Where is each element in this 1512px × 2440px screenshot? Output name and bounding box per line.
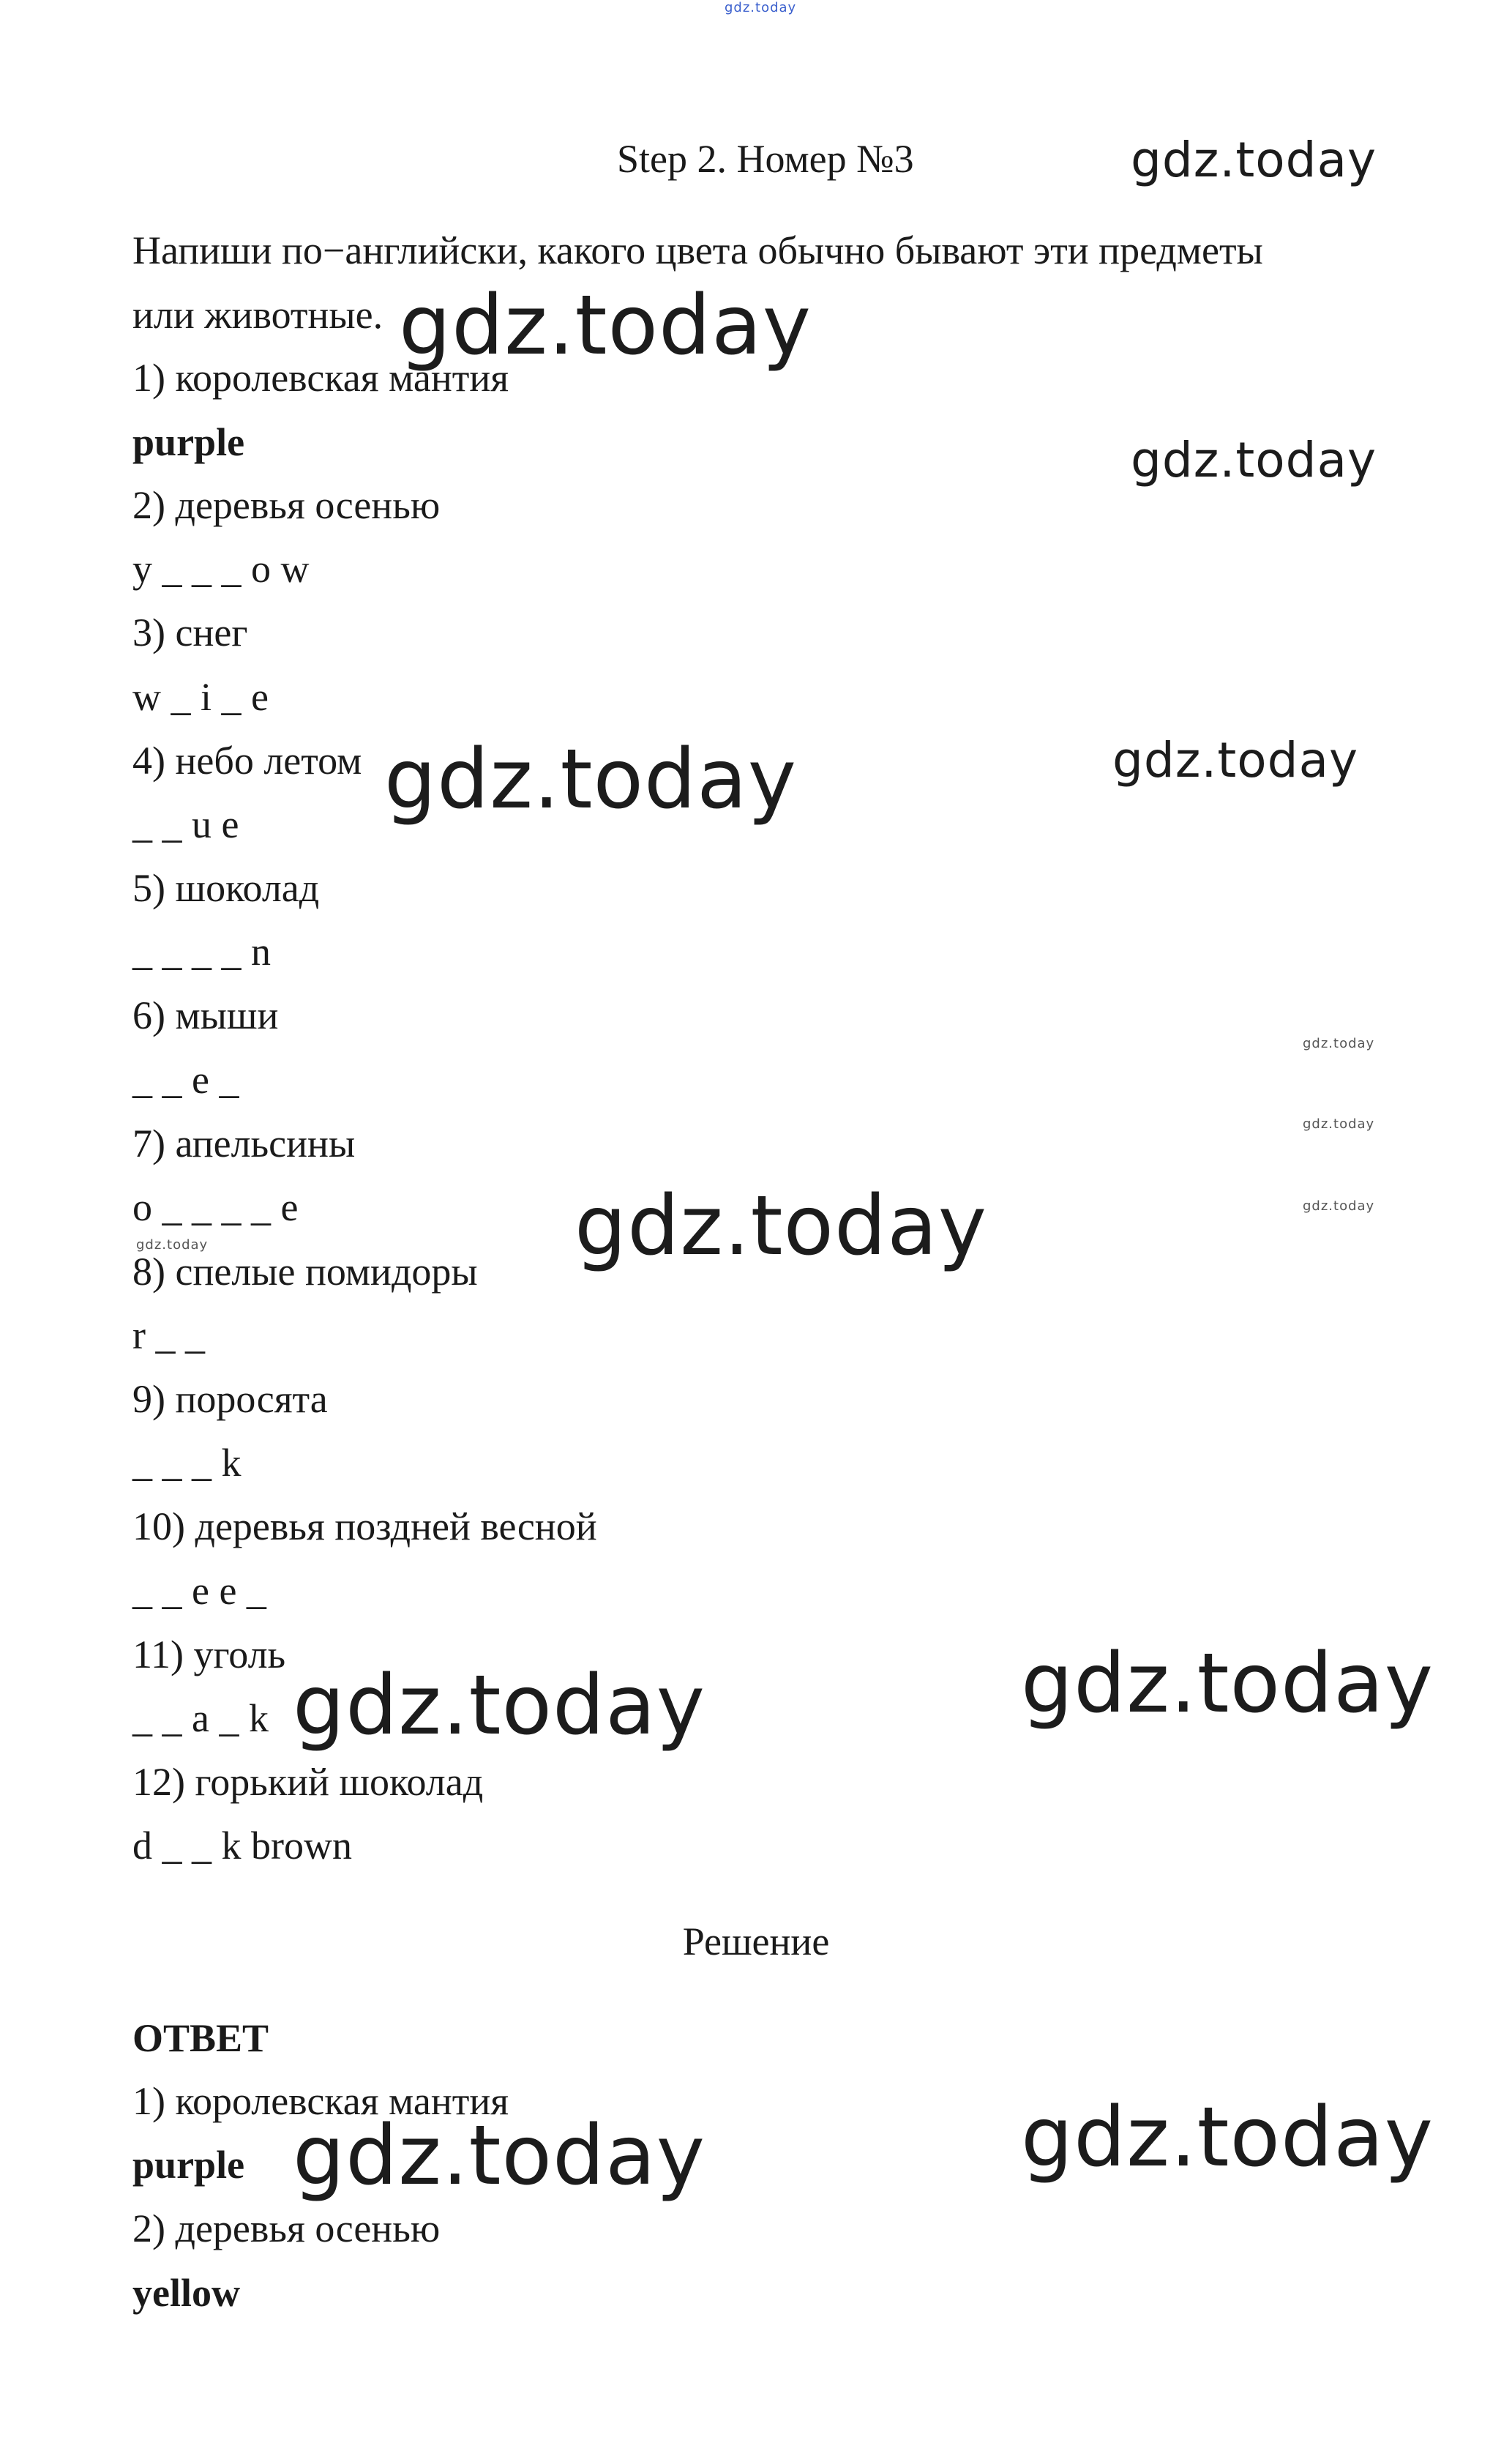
watermark: gdz.today xyxy=(1112,732,1359,788)
exercise-question: 9) поросята xyxy=(132,1377,328,1421)
exercise-answer: d _ _ k brown xyxy=(132,1824,352,1868)
watermark: gdz.today xyxy=(1303,1116,1375,1132)
solution-question: 1) королевская мантия xyxy=(132,2079,509,2123)
solution-question: 2) деревья осенью xyxy=(132,2206,441,2250)
watermark: gdz.today xyxy=(1131,432,1377,488)
exercise-question: 5) шоколад xyxy=(132,866,320,910)
watermark: gdz.today xyxy=(293,2108,706,2204)
exercise-answer: purple xyxy=(132,420,245,464)
exercise-answer: _ _ u e xyxy=(132,802,239,846)
solution-answer: purple xyxy=(132,2143,245,2187)
exercise-answer: r _ _ xyxy=(132,1313,205,1357)
watermark: gdz.today xyxy=(575,1179,988,1274)
exercise-answer: _ _ a _ k xyxy=(132,1696,269,1740)
exercise-question: 11) уголь xyxy=(132,1633,286,1676)
exercise-question: 6) мыши xyxy=(132,993,279,1037)
exercise-question: 2) деревья осенью xyxy=(132,483,441,527)
exercise-question: 1) королевская мантия xyxy=(132,356,509,400)
task-instruction: или животные. xyxy=(132,293,383,337)
solution-heading: Решение xyxy=(682,1919,830,1963)
exercise-answer: _ _ e _ xyxy=(132,1058,239,1102)
page-title: Step 2. Номер №3 xyxy=(617,137,914,181)
watermark: gdz.today xyxy=(725,0,797,15)
task-instruction: Напиши по−английски, какого цвета обычно бывают эти предметы xyxy=(132,228,1263,272)
watermark: gdz.today xyxy=(399,278,812,373)
watermark: gdz.today xyxy=(1303,1036,1375,1051)
watermark: gdz.today xyxy=(1021,2090,1434,2185)
watermark: gdz.today xyxy=(293,1658,706,1753)
watermark: gdz.today xyxy=(1303,1198,1375,1214)
answer-label: ОТВЕТ xyxy=(132,2016,269,2060)
exercise-question: 7) апельсины xyxy=(132,1122,356,1165)
watermark: gdz.today xyxy=(1131,132,1377,188)
exercise-answer: _ _ _ _ n xyxy=(132,930,271,974)
exercise-answer: y _ _ _ o w xyxy=(132,547,310,591)
exercise-question: 10) деревья поздней весной xyxy=(132,1504,597,1548)
exercise-question: 3) снег xyxy=(132,611,248,654)
watermark: gdz.today xyxy=(136,1237,209,1253)
exercise-answer: o _ _ _ _ e xyxy=(132,1185,299,1229)
exercise-question: 8) спелые помидоры xyxy=(132,1250,478,1294)
solution-answer: yellow xyxy=(132,2271,240,2315)
watermark: gdz.today xyxy=(384,732,798,827)
exercise-question: 12) горький шоколад xyxy=(132,1760,484,1804)
exercise-answer: _ _ _ k xyxy=(132,1441,242,1485)
exercise-answer: _ _ e e _ xyxy=(132,1569,266,1613)
watermark: gdz.today xyxy=(1021,1636,1434,1731)
exercise-answer: w _ i _ e xyxy=(132,675,269,719)
exercise-question: 4) небо летом xyxy=(132,739,362,783)
